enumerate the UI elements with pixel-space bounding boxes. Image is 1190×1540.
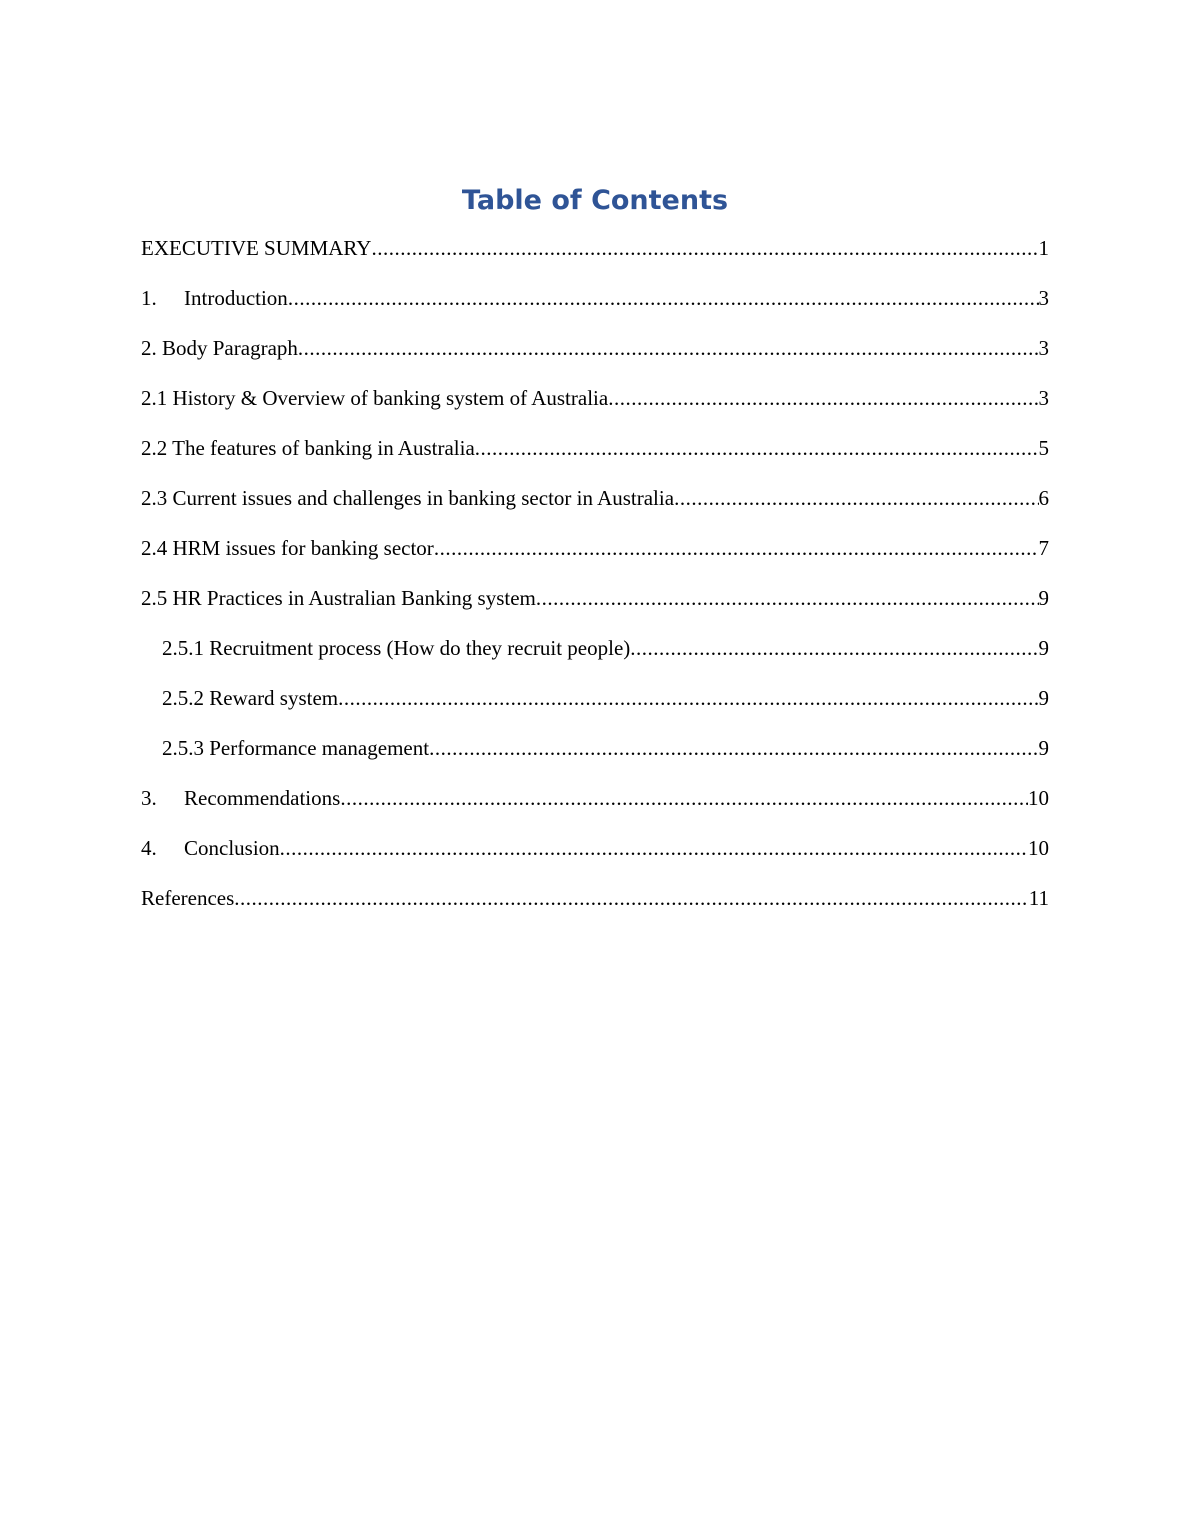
toc-entry-number: 1.: [141, 286, 157, 310]
toc-list: [141, 229, 1049, 929]
toc-entry-conclusion[interactable]: [141, 829, 1049, 879]
toc-entry-page: 3: [1038, 286, 1049, 310]
toc-entry-hrm-issues[interactable]: [141, 529, 1049, 579]
toc-dot-leader: [340, 779, 1028, 817]
toc-entry-label: 2.5 HR Practices in Australian Banking system: [141, 586, 536, 610]
toc-entry-page: 9: [1038, 736, 1049, 760]
toc-entry-label: 2.5.2 Reward system: [162, 686, 339, 710]
toc-dot-leader: [608, 379, 1038, 417]
toc-entry-page: 9: [1038, 586, 1049, 610]
toc-dot-leader: [298, 329, 1039, 367]
toc-entry-label: Conclusion: [184, 836, 280, 860]
toc-entry-page: 11: [1028, 886, 1049, 910]
toc-entry-page: 10: [1028, 836, 1049, 860]
toc-entry-executive-summary[interactable]: [141, 229, 1049, 279]
toc-entry-label: 2.4 HRM issues for banking sector: [141, 536, 434, 560]
toc-entry-features-banking[interactable]: [141, 429, 1049, 479]
toc-entry-label: 2.3 Current issues and challenges in banking sector in Australia: [141, 486, 675, 510]
toc-entry-label: Recommendations: [184, 786, 341, 810]
toc-entry-label: 2.5.1 Recruitment process (How do they recruit people): [162, 636, 631, 660]
toc-entry-label: 2.1 History & Overview of banking system of Australia: [141, 386, 609, 410]
toc-dot-leader: [371, 229, 1038, 267]
toc-dot-leader: [429, 729, 1038, 767]
toc-entry-number: 4.: [141, 836, 157, 860]
toc-entry-performance-management[interactable]: [141, 729, 1049, 779]
toc-dot-leader: [536, 579, 1039, 617]
toc-entry-page: 3: [1038, 386, 1049, 410]
toc-dot-leader: [280, 829, 1028, 867]
toc-entry-reward-system[interactable]: [141, 679, 1049, 729]
toc-entry-page: 6: [1038, 486, 1049, 510]
toc-entry-page: 5: [1038, 436, 1049, 460]
toc-entry-recruitment-process[interactable]: [141, 629, 1049, 679]
toc-dot-leader: [434, 529, 1039, 567]
toc-entry-history-overview[interactable]: [141, 379, 1049, 429]
toc-entry-label: EXECUTIVE SUMMARY: [141, 236, 372, 260]
toc-dot-leader: [338, 679, 1038, 717]
toc-entry-references[interactable]: [141, 879, 1049, 929]
toc-dot-leader: [630, 629, 1038, 667]
toc-title: Table of Contents: [461, 185, 729, 216]
toc-entry-number: 3.: [141, 786, 157, 810]
toc-dot-leader: [674, 479, 1038, 517]
toc-entry-hr-practices[interactable]: [141, 579, 1049, 629]
toc-entry-page: 3: [1038, 336, 1049, 360]
toc-entry-introduction[interactable]: [141, 279, 1049, 329]
toc-entry-label: References: [141, 886, 235, 910]
toc-entry-page: 7: [1038, 536, 1049, 560]
toc-dot-leader: [288, 279, 1039, 317]
toc-dot-leader: [475, 429, 1039, 467]
toc-entry-body-paragraph[interactable]: [141, 329, 1049, 379]
toc-entry-current-issues[interactable]: [141, 479, 1049, 529]
toc-entry-page: 9: [1038, 636, 1049, 660]
toc-dot-leader: [234, 879, 1028, 917]
toc-entry-label: 2.2 The features of banking in Australia: [141, 436, 475, 460]
toc-entry-label: 2.5.3 Performance management: [162, 736, 430, 760]
toc-entry-page: 10: [1028, 786, 1049, 810]
toc-entry-page: 1: [1038, 236, 1049, 260]
toc-entry-label: Introduction: [184, 286, 288, 310]
toc-entry-recommendations[interactable]: [141, 779, 1049, 829]
toc-entry-page: 9: [1038, 686, 1049, 710]
toc-entry-label: 2. Body Paragraph: [141, 336, 298, 360]
